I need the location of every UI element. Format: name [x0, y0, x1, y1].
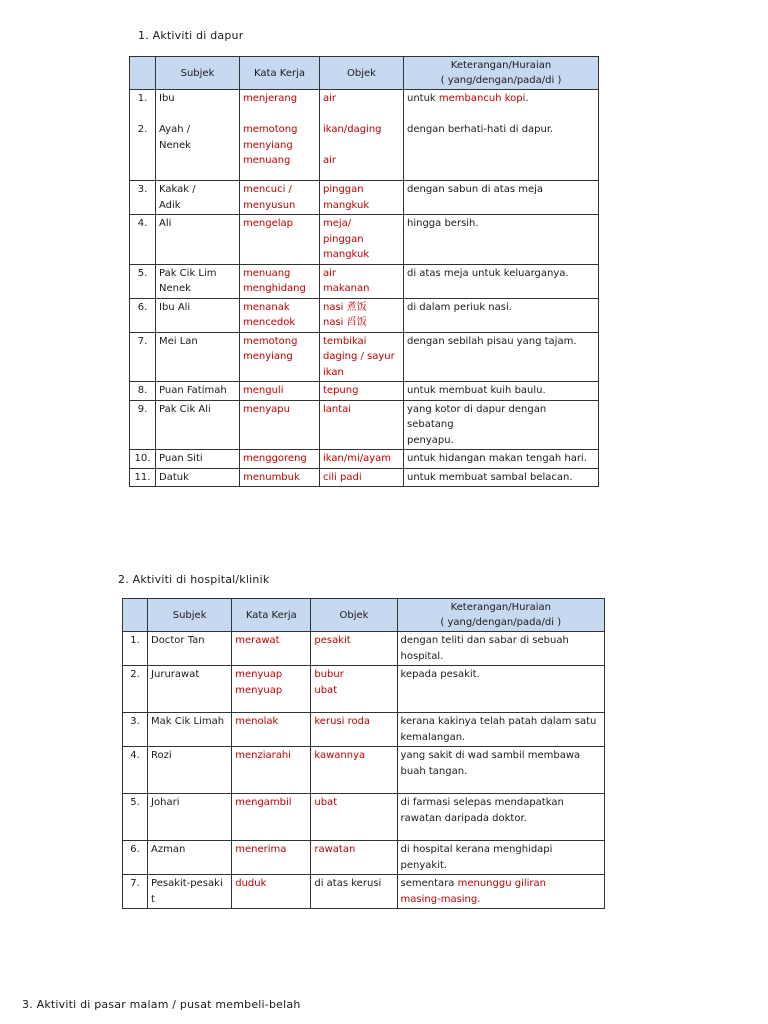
header-kata-kerja: Kata Kerja	[232, 599, 311, 632]
table-row: 7. Pesakit-pesaki t duduk di atas kerusi sementara menunggu giliran masing-masing.	[123, 875, 605, 909]
table-row: 5. Pak Cik Lim Nenek menuang menghidang air makanan di atas meja untuk keluarganya.	[130, 264, 599, 298]
section2-heading: 2. Aktiviti di hospital/klinik	[118, 573, 270, 586]
table-row: 1. 2. Ibu Ayah / Nenek menjerang memotong menyiang menuang air ikan/daging air untuk membancuh kopi. dengan berhati-hati di dapur.	[130, 90, 599, 181]
table-row: 4. Rozi menziarahi kawannya yang sakit di wad sambil membawa buah tangan.	[123, 747, 605, 794]
table-row: 2. Jururawat menyuap menyuap bubur ubat kepada pesakit.	[123, 666, 605, 713]
table-row: 3. Mak Cik Limah menolak kerusi roda kerana kakinya telah patah dalam satu kemalangan.	[123, 713, 605, 747]
table-row: 7. Mei Lan memotong menyiang tembikai daging / sayur ikan dengan sebilah pisau yang tajam.	[130, 332, 599, 382]
header-keterangan: Keterangan/Huraian ( yang/dengan/pada/di )	[404, 57, 599, 90]
table-row: 6. Ibu Ali menanak mencedok nasi 煮饭 nasi 舀饭 di dalam periuk nasi.	[130, 298, 599, 332]
table-dapur	[129, 56, 599, 487]
table-row: 1. Doctor Tan merawat pesakit dengan teliti dan sabar di sebuah hospital.	[123, 632, 605, 666]
section3-heading: 3. Aktiviti di pasar malam / pusat membeli-belah	[22, 998, 301, 1011]
table-header-row	[123, 599, 605, 632]
header-keterangan: Keterangan/Huraian ( yang/dengan/pada/di )	[397, 599, 604, 632]
header-no	[130, 57, 156, 90]
table-header-row	[130, 57, 599, 90]
table-row: 8. Puan Fatimah menguli tepung untuk membuat kuih baulu.	[130, 382, 599, 401]
table-row: 11. Datuk menumbuk cili padi untuk membuat sambal belacan.	[130, 468, 599, 487]
header-no	[123, 599, 148, 632]
header-subjek: Subjek	[156, 57, 240, 90]
table-row: 9. Pak Cik Ali menyapu lantai yang kotor di dapur dengan sebatang penyapu.	[130, 400, 599, 450]
header-kata-kerja: Kata Kerja	[240, 57, 320, 90]
table-row: 4. Ali mengelap meja/ pinggan mangkuk hingga bersih.	[130, 215, 599, 265]
table-row: 5. Johari mengambil ubat di farmasi selepas mendapatkan rawatan daripada doktor.	[123, 794, 605, 841]
header-subjek: Subjek	[148, 599, 232, 632]
header-objek: Objek	[320, 57, 404, 90]
header-objek: Objek	[311, 599, 397, 632]
table-row: 3. Kakak / Adik mencuci / menyusun pinggan mangkuk dengan sabun di atas meja	[130, 181, 599, 215]
section1-heading: 1. Aktiviti di dapur	[138, 29, 244, 42]
table-hospital	[122, 598, 605, 909]
table-row: 10. Puan Siti menggoreng ikan/mi/ayam untuk hidangan makan tengah hari.	[130, 450, 599, 469]
table-row: 6. Azman menerima rawatan di hospital kerana menghidapi penyakit.	[123, 841, 605, 875]
